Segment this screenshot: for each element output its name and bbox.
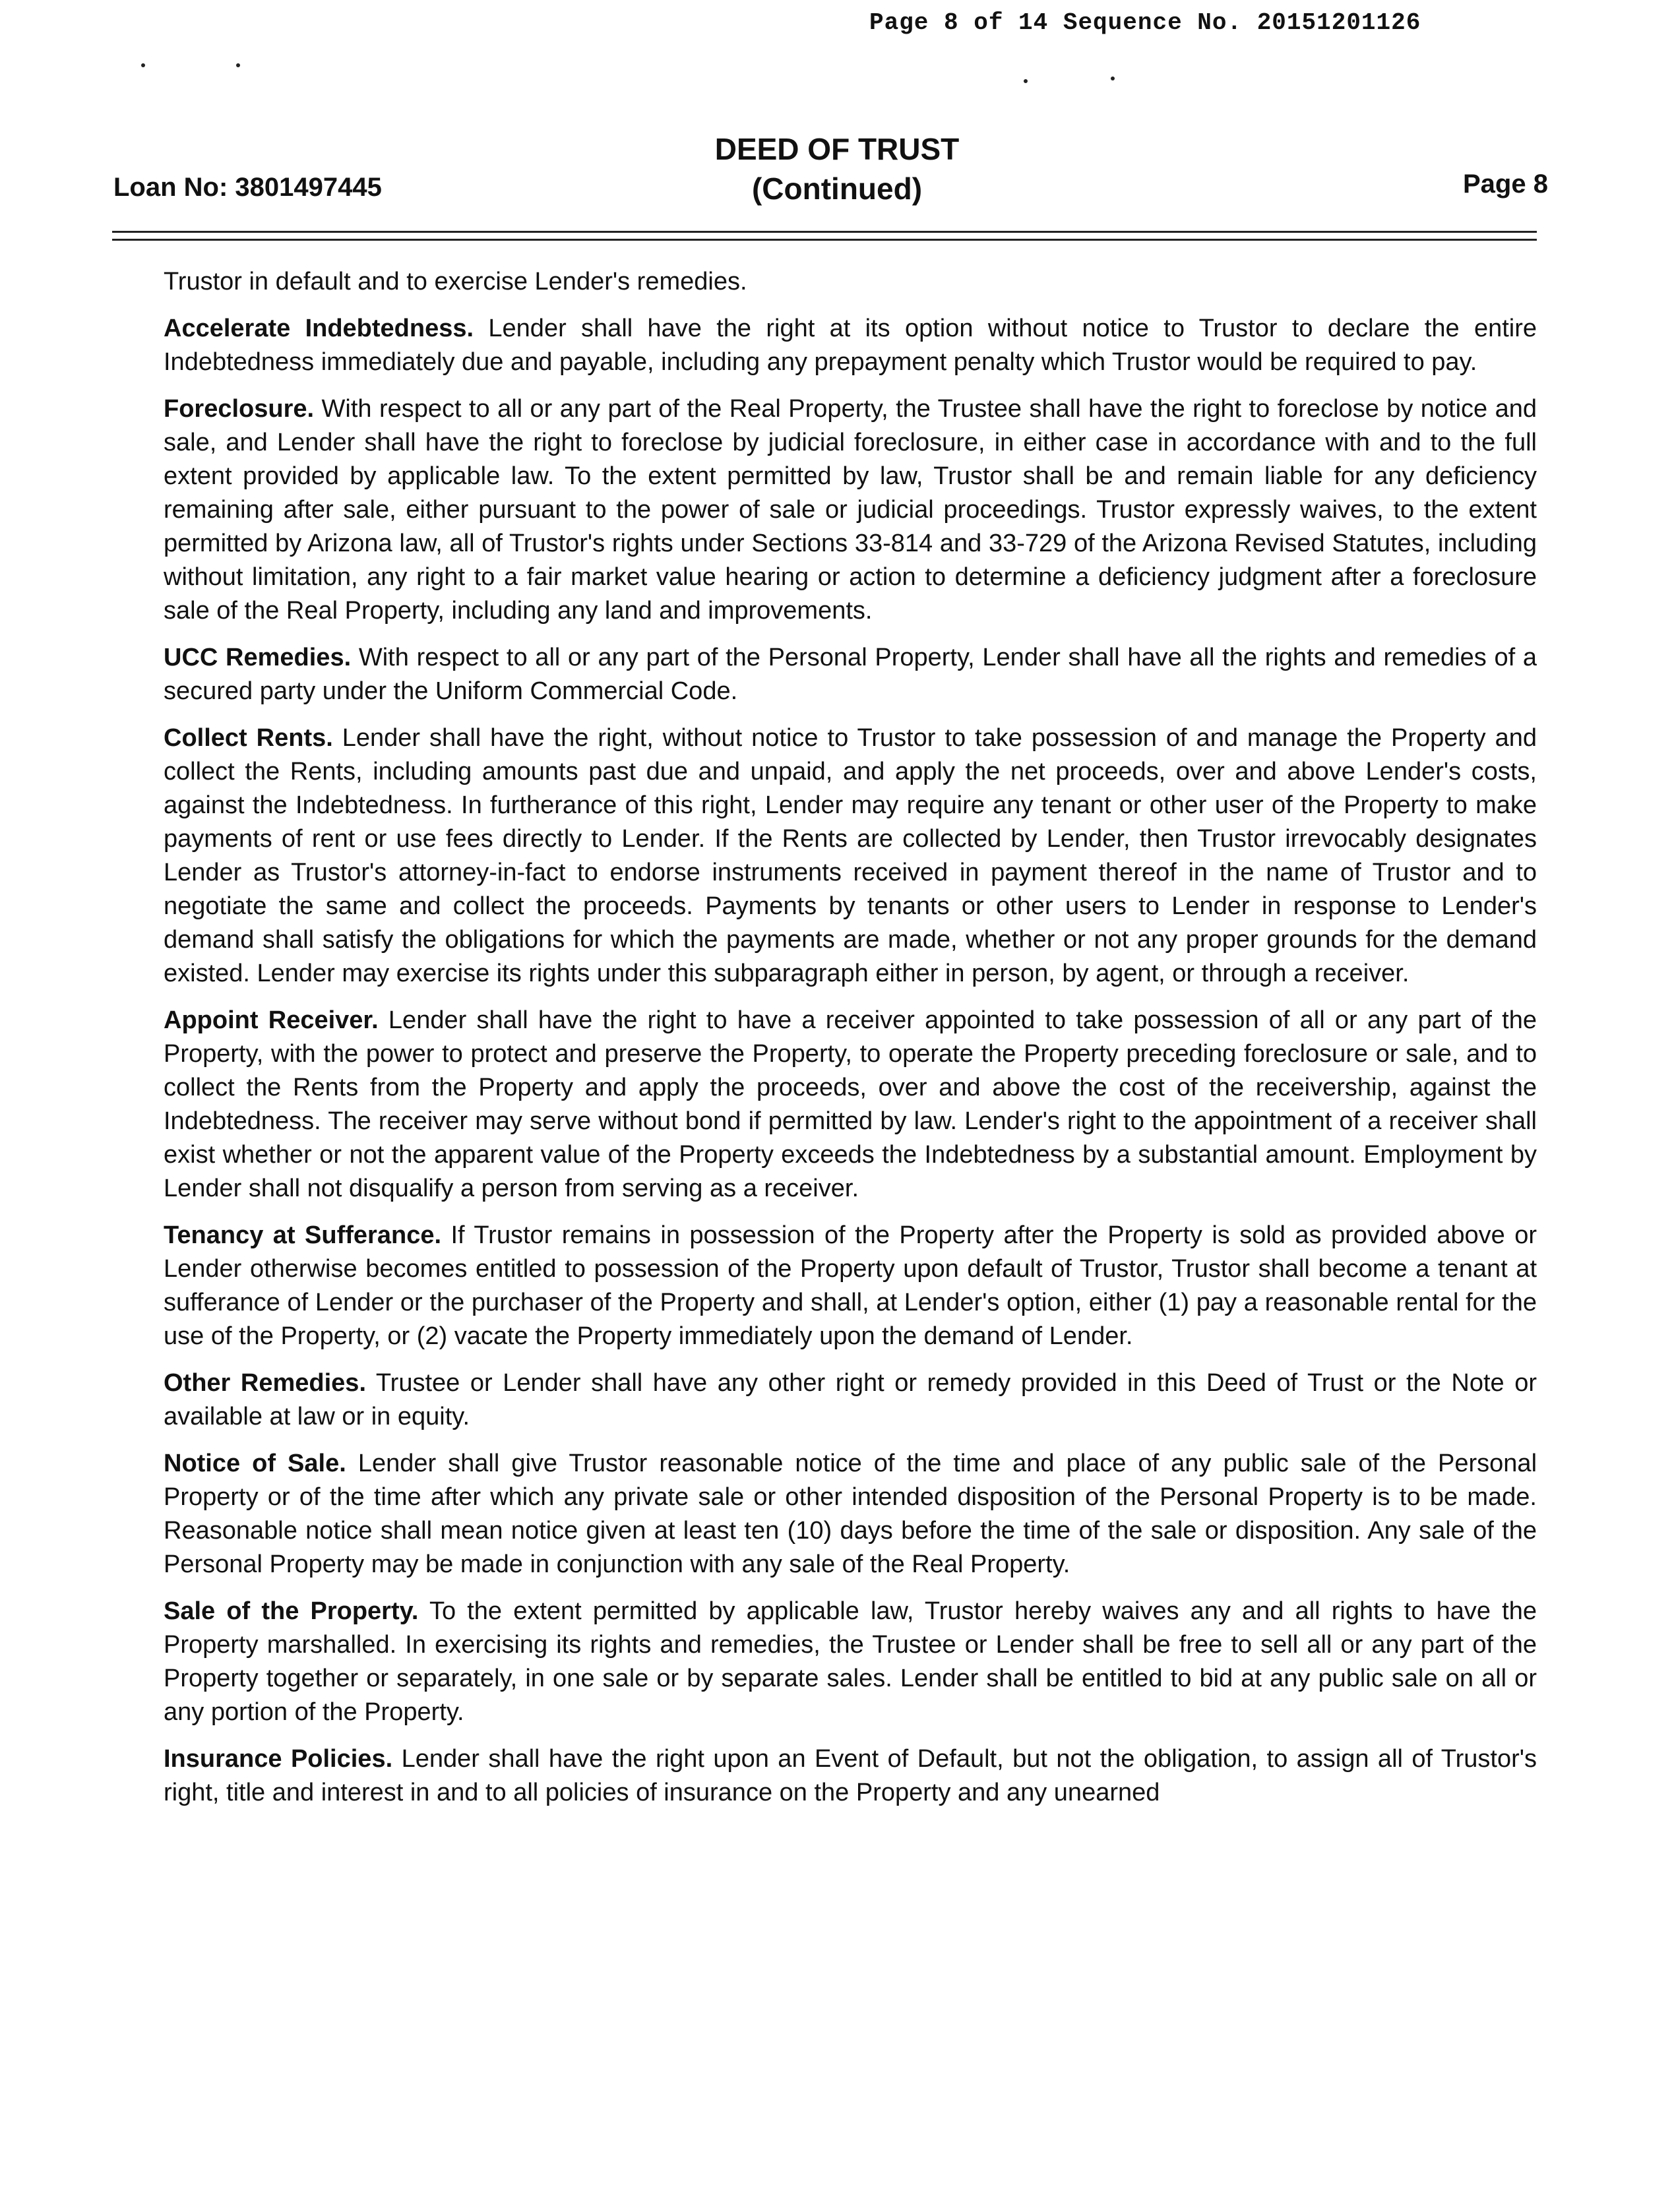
section-text: Trustee or Lender shall have any other right or remedy provided in this Deed of Trust or the Note or available at law or in equity.: [164, 1369, 1537, 1430]
intro-paragraph: Trustor in default and to exercise Lender's remedies.: [164, 268, 747, 295]
header-divider-bottom: [112, 239, 1537, 241]
section-tenancy-at-sufferance: [164, 1219, 1537, 1353]
section-heading: Insurance Policies.: [164, 1745, 393, 1773]
document-subtitle: (Continued): [751, 171, 923, 206]
section-text: Lender shall have the right to have a receiver appointed to take possession of all or any part of the Property, with the power to protect and preserve the Property, to operate the Property preceding foreclosure or sale, and to collect the Rents from the Property and apply the proceeds, over and above the cost of the receivership, against the Indebtedness. The receiver may serve without bond if permitted by law. Lender's right to the appointment of a receiver shall exist whether or not the apparent value of the Property exceeds the Indebtedness by a substantial amount. Employment by Lender shall not disqualify a person from serving as a receiver.: [164, 1006, 1537, 1202]
scan-speck: [141, 63, 145, 67]
section-heading: Other Remedies.: [164, 1369, 366, 1397]
section-heading: Foreclosure.: [164, 395, 315, 423]
section-heading: Tenancy at Sufferance.: [164, 1221, 442, 1249]
section-appoint-receiver: [164, 1004, 1537, 1206]
scan-speck: [1111, 77, 1115, 80]
header-divider-top: [112, 231, 1537, 233]
section-collect-rents: [164, 722, 1537, 991]
section-insurance-policies: [164, 1742, 1537, 1810]
section-text: Lender shall give Trustor reasonable notice of the time and place of any public sale of the Personal Property or of the time after which any private sale or other intended disposition of the Personal Property is to be made. Reasonable notice shall mean notice given at least ten (10) days before the time of the sale or disposition. Any sale of the Personal Property may be made in conjunction with any sale of the Real Property.: [164, 1450, 1537, 1578]
page-number: Page 8: [1463, 169, 1548, 199]
section-heading: Accelerate Indebtedness.: [164, 315, 474, 342]
section-heading: Notice of Sale.: [164, 1450, 346, 1477]
document-body: [164, 265, 1537, 1823]
section-notice-of-sale: [164, 1447, 1537, 1582]
sequence-number-line: Page 8 of 14 Sequence No. 20151201126: [869, 9, 1421, 36]
section-text: If Trustor remains in possession of the Property after the Property is sold as provided above or Lender otherwise becomes entitled to possession of the Property upon default of Trustor, Trustor shall become a tenant at sufferance of Lender or the purchaser of the Property and shall, at Lender's option, either (1) pay a reasonable rental for the use of the Property, or (2) vacate the Property immediately upon the demand of Lender.: [164, 1221, 1537, 1350]
section-other-remedies: [164, 1367, 1537, 1434]
section-ucc-remedies: [164, 641, 1537, 708]
section-text: Lender shall have the right, without notice to Trustor to take possession of and manage the Property and collect the Rents, including amounts past due and unpaid, and apply the net proceeds, over and above Lender's costs, against the Indebtedness. In furtherance of this right, Lender may require any tenant or other user of the Property to make payments of rent or use fees directly to Lender. If the Rents are collected by Lender, then Trustor irrevocably designates Lender as Trustor's attorney-in-fact to endorse instruments received in payment thereof in the name of Trustor and to negotiate the same and collect the proceeds. Payments by tenants or other users to Lender in response to Lender's demand shall satisfy the obligations for which the payments are made, whether or not any proper grounds for the demand existed. Lender may exercise its rights under this subparagraph either in person, by agent, or through a receiver.: [164, 724, 1537, 987]
section-accelerate-indebtedness: [164, 312, 1537, 379]
section-text: With respect to all or any part of the Personal Property, Lender shall have all the rights and remedies of a secured party under the Uniform Commercial Code.: [164, 644, 1537, 705]
scan-speck: [236, 63, 240, 67]
section-text: To the extent permitted by applicable law, Trustor hereby waives any and all rights to have the Property marshalled. In exercising its rights and remedies, the Trustee or Lender shall be free to sell all or any part of the Property together or separately, in one sale or by separate sales. Lender shall be entitled to bid at any public sale on all or any portion of the Property.: [164, 1597, 1537, 1726]
loan-number: Loan No: 3801497445: [113, 173, 382, 202]
section-text: Lender shall have the right upon an Event of Default, but not the obligation, to assign all of Trustor's right, title and interest in and to all policies of insurance on the Property and any unearned: [164, 1745, 1537, 1806]
section-heading: UCC Remedies.: [164, 644, 352, 671]
section-heading: Sale of the Property.: [164, 1597, 419, 1625]
section-foreclosure: [164, 392, 1537, 628]
section-heading: Collect Rents.: [164, 724, 333, 752]
section-sale-of-the-property: [164, 1595, 1537, 1729]
section-text: With respect to all or any part of the Real Property, the Trustee shall have the right to foreclose by notice and sale, and Lender shall have the right to foreclose by judicial foreclosure, in either case in accordance with and to the full extent provided by applicable law. To the extent permitted by law, Trustor shall be and remain liable for any deficiency remaining after sale, either pursuant to the power of sale or judicial proceedings. Trustor expressly waives, to the extent permitted by Arizona law, all of Trustor's rights under Sections 33-814 and 33-729 of the Arizona Revised Statutes, including without limitation, any right to a fair market value hearing or action to determine a deficiency judgment after a foreclosure sale of the Real Property, including any land and improvements.: [164, 395, 1537, 625]
scan-speck: [1024, 79, 1028, 83]
section-text: Lender shall have the right at its option without notice to Trustor to declare the entire Indebtedness immediately due and payable, including any prepayment penalty which Trustor would be required to pay.: [164, 315, 1537, 376]
section-heading: Appoint Receiver.: [164, 1006, 379, 1034]
document-title: DEED OF TRUST: [714, 132, 960, 166]
